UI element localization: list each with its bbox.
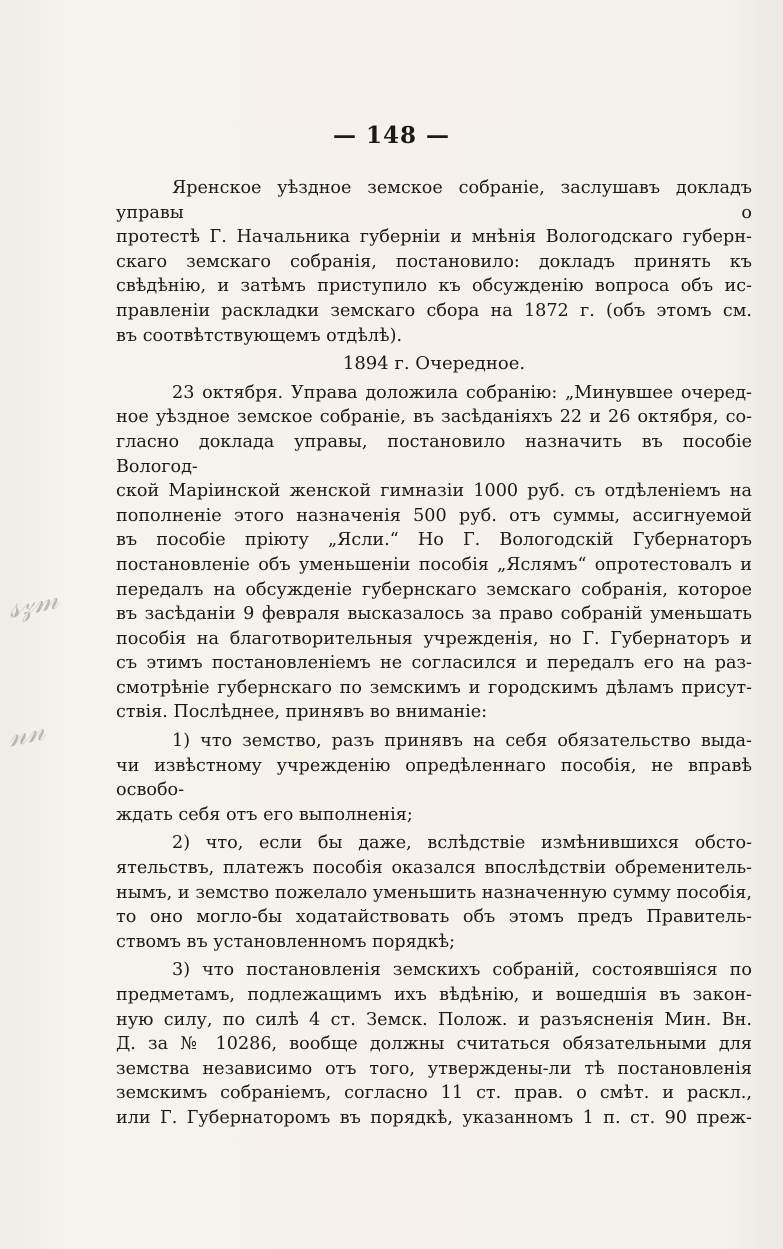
text-line: въ соотвѣтствующемъ отдѣлѣ).	[116, 325, 403, 346]
text-line: въ пособіе пріюту „Ясли.“ Но Г. Вологодскій Губернаторъ	[116, 530, 752, 551]
page-number: — 148 —	[332, 122, 451, 149]
text-line: ствомъ въ установленномъ порядкѣ;	[116, 931, 456, 952]
text-line: пособія на благотворительныя учрежденія, но Г. Губернаторъ и	[116, 628, 752, 649]
text-line: ятельствъ, платежъ пособія оказался впослѣдствіи обременитель-	[116, 858, 752, 879]
margin-pencil-mark-1: 𝓈𝓏𝓂	[4, 581, 62, 626]
text-line: или Г. Губернаторомъ въ порядкѣ, указанномъ 1 п. ст. 90 преж-	[116, 1107, 752, 1128]
text-line: то оно могло-бы ходатайствовать объ этомъ предъ Правитель-	[116, 907, 752, 928]
list-item-3	[116, 958, 752, 1130]
paragraph-2	[116, 381, 752, 725]
text-line: постановленіе объ уменьшеніи пособія „Яслямъ“ опротестовалъ и	[116, 554, 752, 575]
text-line: Яренское уѣздное земское собраніе, заслушавъ докладъ управы о	[116, 178, 752, 223]
text-line: ской Маріинской женской гимназіи 1000 руб. съ отдѣленіемъ на	[116, 481, 752, 502]
text-line: 23 октября. Управа доложила собранію: „Минувшее очеред-	[172, 382, 752, 403]
paragraph-1	[116, 176, 752, 348]
text-line: ствія. Послѣднее, принявъ во вниманіе:	[116, 702, 488, 723]
text-line: пополненіе этого назначенія 500 руб. отъ суммы, ассигнуемой	[116, 505, 752, 526]
text-line: 1) что земство, разъ принявъ на себя обязательство выда-	[172, 731, 752, 752]
margin-pencil-mark-2: 𝓃𝓃	[4, 712, 49, 755]
list-item-2	[116, 831, 752, 954]
text-line: земскимъ собраніемъ, согласно 11 ст. прав. о смѣт. и раскл.,	[116, 1083, 752, 1104]
text-line: скаго земскаго собранія, постановило: докладъ принять къ	[116, 251, 752, 272]
text-line: ную силу, по силѣ 4 ст. Земск. Полож. и разъясненія Мин. Вн.	[116, 1009, 752, 1030]
text-line: 3) что постановленія земскихъ собраній, состоявшіяся по	[172, 960, 752, 981]
section-heading: 1894 г. Очередное.	[342, 353, 526, 375]
text-line: свѣдѣнію, и затѣмъ приступило къ обсужденію вопроса объ ис-	[116, 276, 752, 297]
text-line: ное уѣздное земское собраніе, въ засѣданіяхъ 22 и 26 октября, со-	[116, 407, 752, 428]
text-line: съ этимъ постановленіемъ не согласился и передалъ его на раз-	[116, 653, 752, 674]
text-line: предметамъ, подлежащимъ ихъ вѣдѣнію, и вошедшія въ закон-	[116, 985, 752, 1005]
text-line: гласно доклада управы, постановило назначить въ пособіе Вологод-	[116, 431, 752, 477]
text-line: ждать себя отъ его выполненія;	[116, 804, 413, 825]
text-line: 2) что, если бы даже, вслѣдствіе измѣнившихся обсто-	[172, 833, 752, 854]
text-line: правленіи раскладки земскаго сбора на 1872 г. (объ этомъ см.	[116, 300, 752, 321]
text-line: передалъ на обсужденіе губернскаго земскаго собранія, которое	[116, 579, 752, 600]
text-line: въ засѣданіи 9 февраля высказалось за право собраній уменьшать	[116, 604, 752, 625]
text-line: протестѣ Г. Начальника губерніи и мнѣнія Вологодскаго губерн-	[116, 227, 752, 248]
page-body	[116, 176, 752, 1131]
text-line: нымъ, и земство пожелало уменьшить назначенную сумму пособія,	[116, 882, 752, 903]
list-item-1	[116, 729, 752, 827]
text-line: смотрѣніе губернскаго по земскимъ и городскимъ дѣламъ присут-	[116, 677, 752, 698]
text-line: Д. за № 10286, вообще должны считаться обязательными для	[116, 1034, 752, 1055]
text-line: земства независимо отъ того, утверждены-ли тѣ постановленія	[116, 1058, 752, 1079]
text-line: чи извѣстному учрежденію опредѣленнаго пособія, не вправѣ освобо-	[116, 755, 752, 801]
